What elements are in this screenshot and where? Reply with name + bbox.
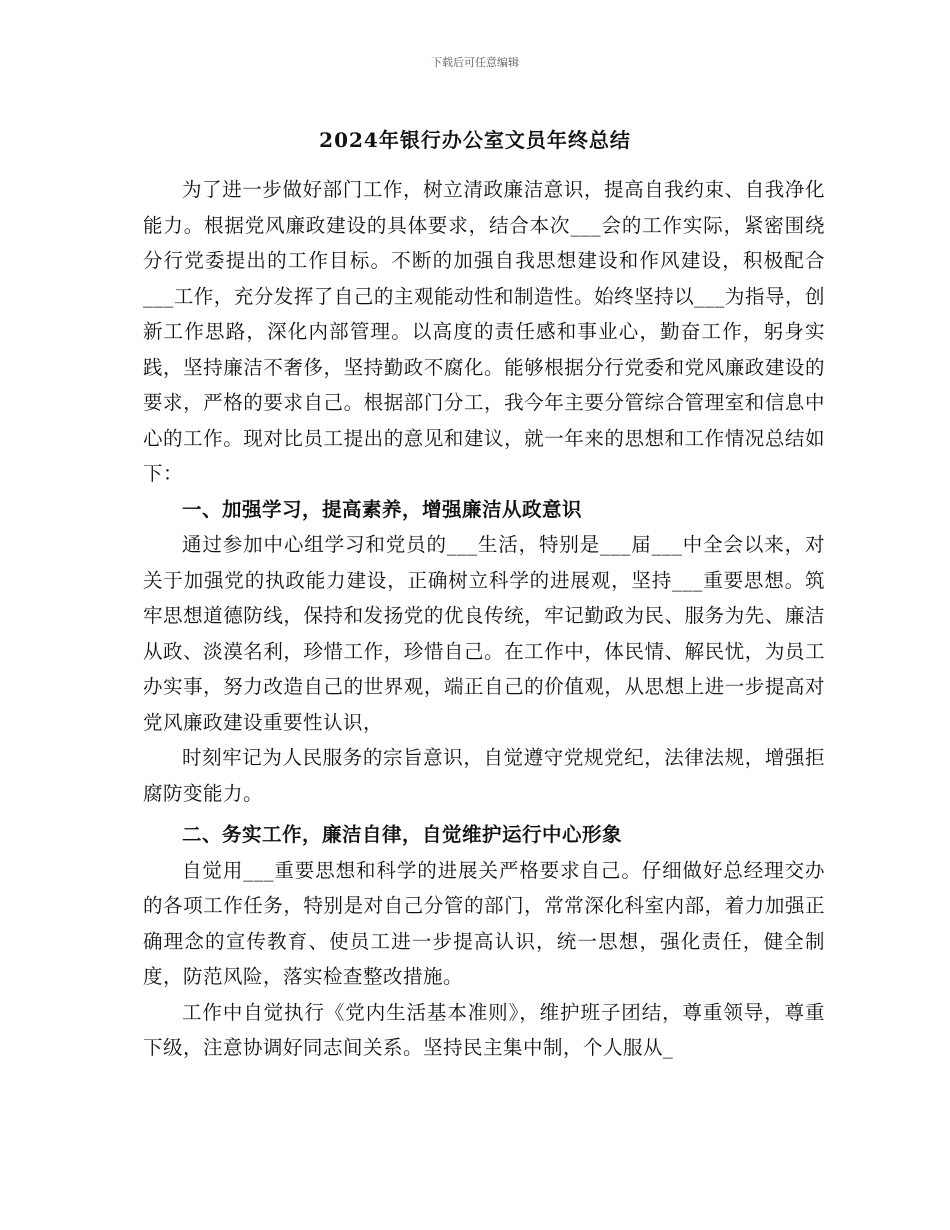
section-2-paragraph-2: 工作中自觉执行《党内生活基本准则》，维护班子团结，尊重领导，尊重下级，注意协调好同志间关系。坚持民主集中制，个人服从_ — [143, 1000, 825, 1059]
intro-paragraph: 为了进一步做好部门工作，树立清政廉洁意识，提高自我约束、自我净化能力。根据党风廉政建设的具体要求，结合本次___会的工作实际，紧密围绕分行党委提出的工作目标。不断的加强自我思想建设和作风建设，积极配合___工作，充分发挥了自己的主观能动性和制造性。始终坚持以___为指导，创新工作思路，深化内部管理。以高度的责任感和事业心，勤奋工作，躬身实践，坚持廉洁不奢侈，坚持勤政不腐化。能够根据分行党委和党风廉政建设的要求，严格的要求自己。根据部门分工，我今年主要分管综合管理室和信息中心的工作。现对比员工提出的意见和建议，就一年来的思想和工作情况总结如下： — [143, 178, 825, 485]
section-1-paragraph-1: 通过参加中心组学习和党员的___生活，特别是___届___中全会以来，对关于加强党的执政能力建设，正确树立科学的进展观，坚持___重要思想。筑牢思想道德防线，保持和发扬党的优良传统，牢记勤政为民、服务为先、廉洁从政、淡漠名利，珍惜工作，珍惜自己。在工作中，体民情、解民忧，为员工办实事，努力改造自己的世界观，端正自己的价值观，从思想上进一步提高对党风廉政建设重要性认识， — [143, 533, 825, 734]
section-1-paragraph-2: 时刻牢记为人民服务的宗旨意识，自觉遵守党规党纪，法律法规，增强拒腐防变能力。 — [143, 746, 825, 805]
section-1-heading: 一、加强学习，提高素养，增强廉洁从政意识 — [182, 497, 583, 521]
page-header-note: 下载后可任意编辑 — [431, 56, 519, 69]
section-2-heading: 二、务实工作，廉洁自律，自觉维护运行中心形象 — [182, 823, 623, 846]
section-2-paragraph-1: 自觉用___重要思想和科学的进展关严格要求自己。仔细做好总经理交办的各项工作任务，特别是对自己分管的部门，常常深化科室内部，着力加强正确理念的宣传教育、使员工进一步提高认识，统一思想，强化责任，健全制度，防范风险，落实检查整改措施。 — [143, 858, 825, 988]
document-title: 2024年银行办公室文员年终总结 — [319, 128, 631, 152]
document-body — [143, 172, 825, 1066]
